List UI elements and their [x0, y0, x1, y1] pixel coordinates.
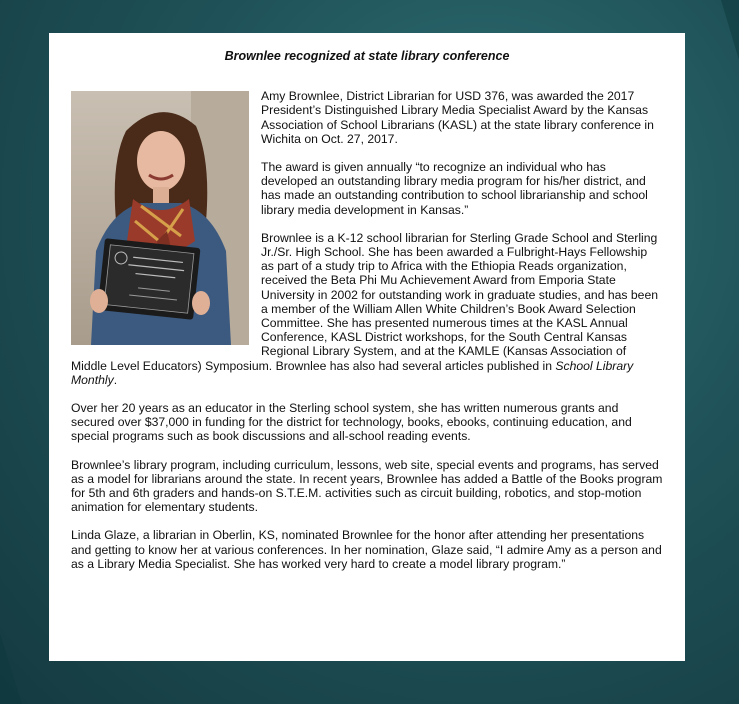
article-title: Brownlee recognized at state library conference [224, 49, 510, 63]
paragraph-award: Amy Brownlee, District Librarian for USD 376, was awarded the 2017 President’s Distinguished Library Media Specialist Award by the Kansas Association of School Librarians (KASL) at the state library conference in Wichita on Oct. 27, 2017. [261, 89, 654, 146]
paragraph-grants: Over her 20 years as an educator in the Sterling school system, she has written numerous grants and secured over $37,000 in funding for the district for technology, books, ebooks, continuing education, and special programs such as book discussions and all-school reading events. [71, 401, 632, 444]
paragraph-nomination: Linda Glaze, a librarian in Oberlin, KS, nominated Brownlee for the honor after attending her presentations and getting to know her at various conferences. In her nomination, Glaze said, “I admire Amy as a person and as a Library Media Specialist. She has worked very hard to create a model library program.” [71, 528, 662, 571]
slide-decoration [0, 634, 22, 704]
publication-title: School Library Monthly [71, 358, 634, 387]
portrait-with-award-icon [71, 91, 249, 345]
portrait-photo [71, 91, 249, 345]
paragraph-award-description: The award is given annually “to recognize an individual who has developed an outstanding library media program for his/her district, and has made an outstanding contribution to school librarianship and school library media development in Kansas.” [261, 160, 648, 217]
paragraph-library-program: Brownlee’s library program, including curriculum, lessons, web site, special events and programs, has served as a model for librarians around the state. In recent years, Brownlee has added a Battle of the Books program for 5th and 6th graders and hands-on S.T.E.M. activities such as circuit building, robotics, and stop-motion animation for elementary students. [71, 457, 663, 515]
paragraph-background-end: . [113, 372, 118, 387]
paragraph-background-text: Brownlee is a K-12 school librarian for Sterling Grade School and Sterling Jr./Sr. High School. She has been awarded a Fulbright-Hays Fellowship as part of a study trip to Africa with the Ethiopia Reads organization, received the Beta Phi Mu Achievement Award from Emporia State University in 2002 for outstanding work in graduate studies, and has been a member of the William Allen White Children’s Book Award Selection Committee. She has presented numerous times at the KASL Annual Conference, KASL District workshops, for the South Central Kansas Regional Library System, and at the KAMLE (Kansas Association of Middle Level Educators) Symposium. Brownlee has also had several articles published in [71, 230, 659, 373]
slide-decoration-top [721, 0, 739, 60]
article-document [49, 33, 685, 661]
